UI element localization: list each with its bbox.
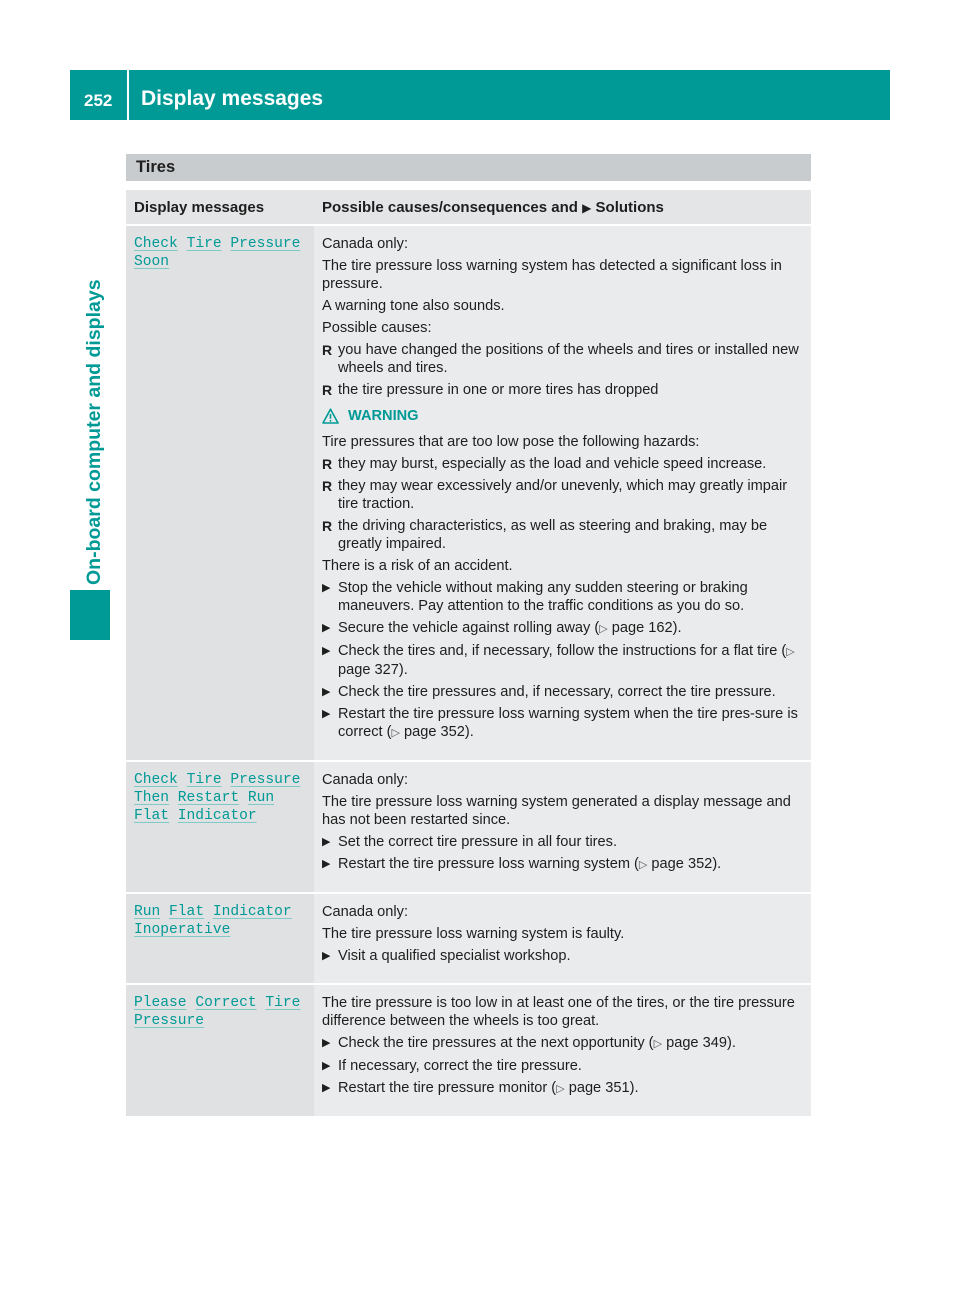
display-message-line [134, 921, 308, 939]
display-message-line [134, 1012, 308, 1030]
page-reference: page 327 [338, 662, 399, 678]
page-reference: page 349 [662, 1035, 727, 1051]
item-text: they may wear excessively and/or unevenly, which may greatly impair tire traction. [338, 478, 788, 512]
col-header-causes-text: Possible causes/consequences and [322, 199, 583, 216]
text-paragraph: The tire pressure loss warning system is faulty. [322, 926, 625, 942]
page-ref-arrow-icon: ▷ [638, 859, 648, 871]
action-arrow-icon: ▶ [322, 858, 331, 870]
text-paragraph: Canada only: [322, 772, 409, 788]
display-message-word: Restart [177, 790, 240, 806]
item-text: Restart the tire pressure loss warning system ( [338, 856, 639, 872]
text-paragraph: There is a risk of an accident. [322, 558, 513, 574]
bullet-item [322, 455, 805, 473]
display-message-line [134, 807, 308, 825]
action-step [322, 619, 805, 638]
item-text-end: ). [464, 724, 474, 740]
bullet-item [322, 381, 805, 399]
item-text-end: ). [629, 1080, 639, 1096]
page-reference: page 351 [564, 1080, 630, 1096]
text-paragraph: A warning tone also sounds. [322, 298, 505, 314]
display-message-word: Indicator [212, 904, 292, 920]
col-header-messages: Display messages [126, 190, 314, 224]
text-paragraph: Canada only: [322, 904, 409, 920]
page-ref-arrow-icon: ▷ [653, 1038, 663, 1050]
item-text: Stop the vehicle without making any sudden steering or braking maneuvers. Pay attention to the traffic conditions as you do so. [338, 580, 748, 614]
text-paragraph: Possible causes: [322, 320, 432, 336]
display-message-word: Inoperative [134, 922, 231, 938]
display-message-line [134, 235, 308, 253]
display-message-word: Tire [265, 995, 301, 1011]
warning-triangle-icon [322, 408, 339, 424]
bullet-r-icon: R [322, 342, 333, 358]
item-text: Check the tire pressures and, if necessary, correct the tire pressure. [338, 684, 776, 700]
display-message-line [134, 253, 308, 271]
action-arrow-icon: ▶ [322, 950, 331, 962]
text-paragraph: Canada only: [322, 236, 409, 252]
action-arrow-icon: ▶ [322, 622, 331, 634]
item-text: Check the tire pressures at the next opportunity ( [338, 1035, 654, 1051]
chapter-title: Display messages [141, 87, 324, 110]
solution-cell [314, 985, 811, 1116]
bullet-item [322, 341, 805, 377]
display-messages-table [126, 188, 811, 1118]
solution-cell [314, 762, 811, 892]
item-text-end: ). [672, 620, 682, 636]
col-header-solutions [314, 190, 811, 224]
display-message-word: Soon [134, 254, 170, 270]
item-text: Restart the tire pressure monitor ( [338, 1080, 557, 1096]
display-message-cell [126, 985, 314, 1116]
action-arrow-icon: ▶ [322, 1060, 331, 1072]
page-reference: page 352 [399, 724, 465, 740]
display-message-word: Flat [134, 808, 170, 824]
table-row [126, 226, 811, 760]
page-reference: page 162 [607, 620, 673, 636]
action-arrow-icon: ▶ [322, 1037, 331, 1049]
display-message-cell [126, 762, 314, 892]
display-message-word: Run [134, 904, 161, 920]
solution-cell [314, 226, 811, 760]
display-message-line [134, 994, 308, 1012]
action-step [322, 1034, 805, 1053]
item-text-end: ). [398, 662, 408, 678]
display-message-word: Pressure [230, 772, 301, 788]
side-tab-label: On-board computer and displays [83, 279, 105, 585]
table-body [126, 226, 811, 1116]
section-title: Tires [136, 158, 176, 176]
item-text: Set the correct tire pressure in all four tires. [338, 834, 618, 850]
display-message-cell [126, 894, 314, 983]
solution-cell [314, 894, 811, 983]
item-text: If necessary, correct the tire pressure. [338, 1058, 582, 1074]
warning-heading [322, 407, 805, 425]
action-arrow-icon: ▶ [582, 201, 592, 215]
section-title-bar [126, 154, 811, 181]
page-ref-arrow-icon: ▷ [391, 727, 400, 739]
action-step [322, 1057, 805, 1075]
display-message-word: Tire [186, 236, 222, 252]
display-message-word: Pressure [230, 236, 301, 252]
page-header [70, 70, 890, 120]
item-text: Check the tires and, if necessary, follow the instructions for a flat tire ( [338, 643, 787, 659]
display-message-word: Tire [186, 772, 222, 788]
bullet-r-icon: R [322, 518, 333, 534]
item-text: you have changed the positions of the wheels and tires or installed new wheels and tires. [338, 342, 799, 376]
action-step [322, 855, 805, 874]
table-row [126, 762, 811, 892]
action-step [322, 833, 805, 851]
side-tab-marker [70, 590, 110, 640]
col-header-solutions-text: Solutions [595, 199, 664, 216]
text-paragraph: The tire pressure loss warning system has detected a significant loss in pressure. [322, 258, 782, 292]
display-message-word: Check [134, 772, 178, 788]
display-message-line [134, 771, 308, 789]
action-arrow-icon: ▶ [322, 645, 331, 657]
action-step [322, 642, 805, 679]
action-step [322, 947, 805, 965]
bullet-item [322, 477, 805, 513]
display-message-word: Indicator [177, 808, 257, 824]
bullet-r-icon: R [322, 456, 333, 472]
item-text-end: ). [712, 856, 722, 872]
item-text: Restart the tire pressure loss warning system when the tire pres-sure is correct ( [338, 706, 798, 740]
warning-label: WARNING [348, 408, 419, 424]
action-arrow-icon: ▶ [322, 836, 331, 848]
item-text: they may burst, especially as the load and vehicle speed increase. [338, 456, 767, 472]
action-arrow-icon: ▶ [322, 686, 331, 698]
display-message-cell [126, 226, 314, 760]
action-arrow-icon: ▶ [322, 582, 331, 594]
table-row [126, 894, 811, 983]
display-message-word: Flat [169, 904, 205, 920]
page-number: 252 [84, 91, 113, 110]
display-message-line [134, 903, 308, 921]
item-text: Visit a qualified specialist workshop. [338, 948, 571, 964]
page-ref-arrow-icon: ▷ [599, 623, 608, 635]
action-arrow-icon: ▶ [322, 708, 331, 720]
display-message-word: Check [134, 236, 178, 252]
action-step [322, 579, 805, 615]
bullet-item [322, 517, 805, 553]
item-text: Secure the vehicle against rolling away ( [338, 620, 600, 636]
text-paragraph: The tire pressure loss warning system generated a display message and has not been restarted since. [322, 794, 791, 828]
table-row [126, 985, 811, 1116]
header-divider [127, 70, 129, 120]
table-header-row [126, 190, 811, 224]
display-message-word: Pressure [134, 1013, 205, 1029]
page-ref-arrow-icon: ▷ [786, 646, 795, 658]
display-message-word: Run [247, 790, 275, 806]
text-paragraph: Tire pressures that are too low pose the following hazards: [322, 434, 700, 450]
display-message-word: Then [134, 790, 170, 806]
item-text: the driving characteristics, as well as steering and braking, may be greatly impaired. [338, 518, 768, 552]
action-step [322, 1079, 805, 1098]
text-paragraph: The tire pressure is too low in at least one of the tires, or the tire pressure difference between the wheels is too great. [322, 995, 795, 1029]
item-text-end: ). [726, 1035, 736, 1051]
action-step [322, 705, 805, 742]
bullet-r-icon: R [322, 382, 333, 398]
action-arrow-icon: ▶ [322, 1082, 331, 1094]
display-message-word: Please [134, 995, 187, 1011]
action-step [322, 683, 805, 701]
display-message-word: Correct [195, 995, 257, 1011]
page-ref-arrow-icon: ▷ [556, 1083, 565, 1095]
bullet-r-icon: R [322, 478, 333, 494]
display-message-line [134, 789, 308, 807]
page-reference: page 352 [647, 856, 713, 872]
item-text: the tire pressure in one or more tires has dropped [338, 382, 659, 398]
